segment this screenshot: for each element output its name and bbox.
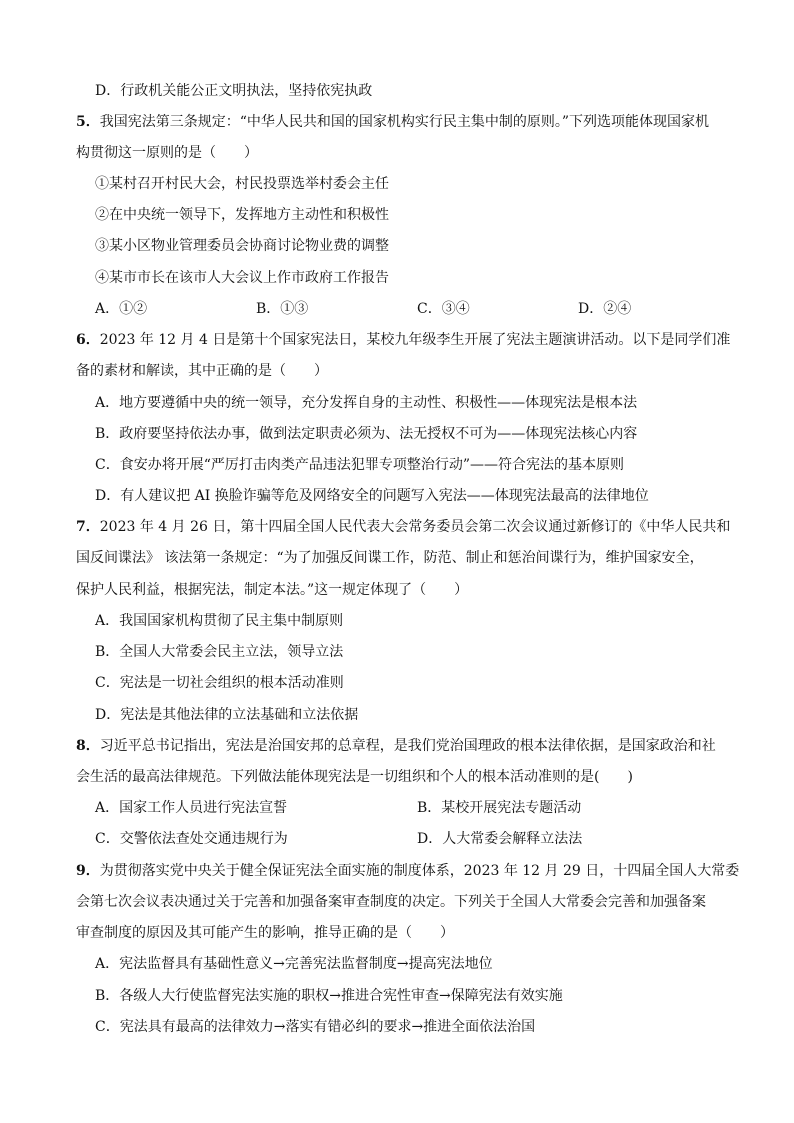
q6-number: 6． bbox=[76, 332, 100, 348]
q6-option-d: D．有人建议把 AI 换脸诈骗等危及网络安全的问题写入宪法——体现宪法最高的法律地位 bbox=[95, 488, 649, 504]
q7-stem-line3: 保护人民利益，根据宪法，制定本法。”这一规定体现了（ ） bbox=[76, 582, 469, 598]
q5-item-1: ①某村召开村民大会，村民投票选举村委会主任 bbox=[95, 176, 389, 192]
q5-stem-line1: 我国宪法第三条规定：“中华人民共和国的国家机构实行民主集中制的原则。”下列选项能体现国家机 bbox=[99, 114, 710, 130]
q6-option-a: A．地方要遵循中央的统一领导，充分发挥自身的主动性、积极性——体现宪法是根本法 bbox=[95, 395, 638, 411]
q8-stem-line1: 习近平总书记指出，宪法是治国安邦的总章程，是我们党治国理政的根本法律依据，是国家政治和社 bbox=[99, 738, 716, 754]
q9-stem-line1: 为贯彻落实党中央关于健全保证宪法全面实施的制度体系，2023 年 12 月 29 日，十四届全国人大常委 bbox=[99, 863, 740, 879]
q5-number: 5． bbox=[76, 114, 100, 130]
q7-number: 7． bbox=[76, 519, 100, 535]
q8-option-d: D．人大常委会解释立法法 bbox=[417, 831, 583, 847]
q9-number: 9． bbox=[76, 863, 100, 879]
q6-stem-line2: 备的素材和解读，其中正确的是（ ） bbox=[76, 363, 328, 379]
q6-stem bbox=[76, 330, 730, 350]
q8-options-row2 bbox=[0, 829, 794, 849]
q8-stem bbox=[76, 736, 716, 756]
q7-option-d: D．宪法是其他法律的立法基础和立法依据 bbox=[95, 707, 359, 723]
q8-option-b: B．某校开展宪法专题活动 bbox=[417, 800, 582, 816]
q8-stem-line2: 会生活的最高法律规范。下列做法能体现宪法是一切组织和个人的根本活动准则的是( ) bbox=[76, 769, 633, 785]
q5-option-d: D．②④ bbox=[578, 301, 632, 317]
q7-option-b: B．全国人大常委会民主立法，领导立法 bbox=[95, 644, 344, 660]
q5-item-2: ②在中央统一领导下，发挥地方主动性和积极性 bbox=[95, 207, 389, 223]
q5-stem bbox=[76, 112, 709, 132]
q9-stem bbox=[76, 861, 739, 881]
q7-option-a: A．我国国家机构贯彻了民主集中制原则 bbox=[95, 613, 344, 629]
q5-options bbox=[0, 299, 794, 319]
q8-options-row1 bbox=[0, 798, 794, 818]
q5-stem-line2: 构贯彻这一原则的是（ ） bbox=[76, 145, 258, 161]
q9-option-b: B．各级人大行使监督宪法实施的职权→推进合宪性审查→保障宪法有效实施 bbox=[95, 988, 563, 1004]
q5-option-b: B．①③ bbox=[256, 301, 309, 317]
q5-item-4: ④某市市长在该市人大会议上作市政府工作报告 bbox=[95, 270, 389, 286]
q4-option-d: D．行政机关能公正文明执法，坚持依宪执政 bbox=[95, 83, 373, 99]
q5-option-c: C．③④ bbox=[417, 301, 470, 317]
q7-option-c: C．宪法是一切社会组织的根本活动准则 bbox=[95, 675, 344, 691]
q6-option-c: C．食安办将开展“严厉打击肉类产品违法犯罪专项整治行动”——符合宪法的基本原则 bbox=[95, 457, 625, 473]
q9-option-a: A．宪法监督具有基础性意义→完善宪法监督制度→提高宪法地位 bbox=[95, 956, 493, 972]
q7-stem-line1: 2023 年 4 月 26 日，第十四届全国人民代表大会常务委员会第二次会议通过新修订的《中华人民共和 bbox=[99, 519, 731, 535]
q9-stem-line3: 审查制度的原因及其可能产生的影响，推导正确的是（ ） bbox=[76, 925, 454, 941]
q6-stem-line1: 2023 年 12 月 4 日是第十个国家宪法日，某校九年级李生开展了宪法主题演讲活动。以下是同学们准 bbox=[99, 332, 731, 348]
q6-option-b: B．政府要坚持依法办事，做到法定职责必须为、法无授权不可为——体现宪法核心内容 bbox=[95, 426, 638, 442]
q8-option-a: A．国家工作人员进行宪法宣誓 bbox=[95, 800, 288, 816]
q8-option-c: C．交警依法查处交通违规行为 bbox=[95, 831, 288, 847]
q8-number: 8． bbox=[76, 738, 100, 754]
q5-option-a: A．①② bbox=[95, 301, 148, 317]
q9-option-c: C．宪法具有最高的法律效力→落实有错必纠的要求→推进全面依法治国 bbox=[95, 1019, 536, 1035]
q9-stem-line2: 会第七次会议表决通过关于完善和加强备案审查制度的决定。下列关于全国人大常委会完善和加强备案 bbox=[76, 894, 706, 910]
q7-stem-line2: 国反间谍法》 该法第一条规定：“为了加强反间谍工作，防范、制止和惩治间谍行为，维护国家安全， bbox=[76, 550, 704, 566]
q5-item-3: ③某小区物业管理委员会协商讨论物业费的调整 bbox=[95, 238, 389, 254]
q7-stem bbox=[76, 517, 730, 537]
